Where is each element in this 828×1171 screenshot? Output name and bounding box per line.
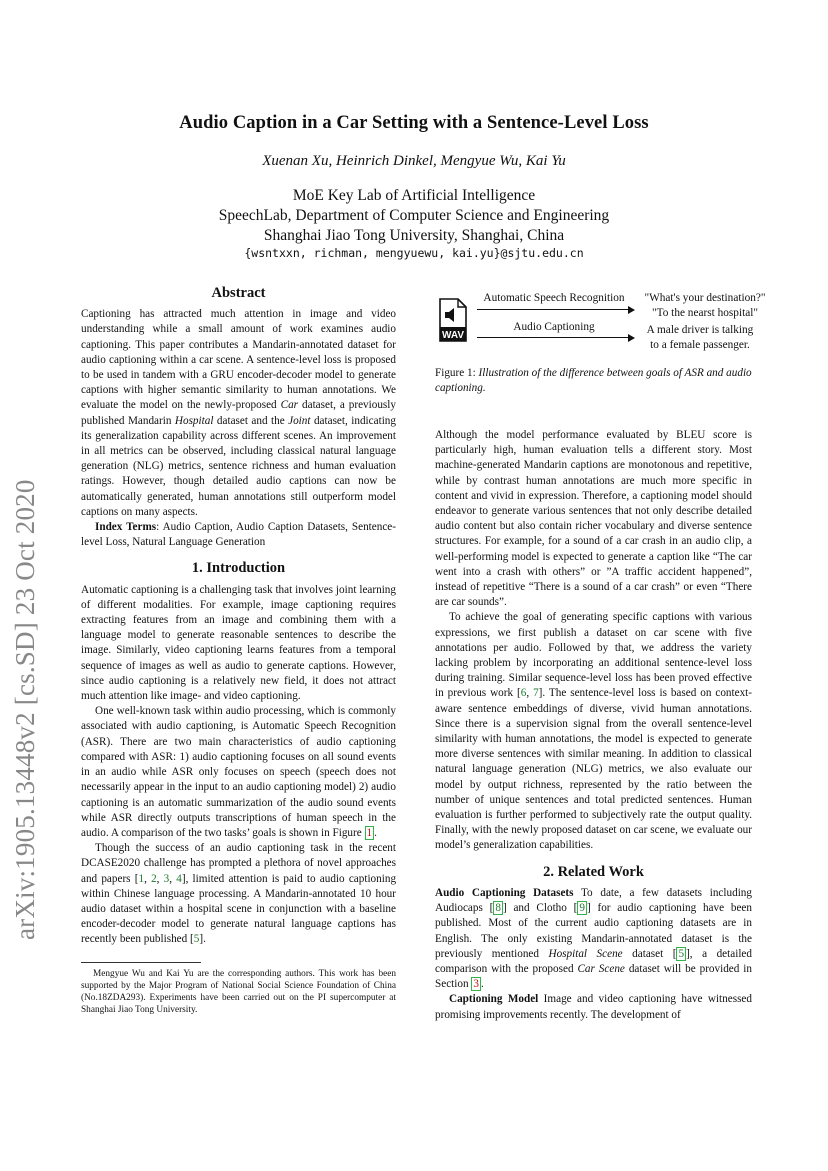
arxiv-identifier: arXiv:1905.13448v2 [cs.SD] 23 Oct 2020 bbox=[10, 479, 40, 940]
citation-link[interactable]: 5 bbox=[678, 947, 685, 960]
citation-link[interactable]: 2 bbox=[151, 872, 157, 885]
affiliation-line: MoE Key Lab of Artificial Intelligence bbox=[292, 187, 536, 204]
citation-link[interactable]: 7 bbox=[533, 687, 539, 700]
introduction-heading: 1. Introduction bbox=[191, 560, 286, 577]
affiliation bbox=[0, 186, 828, 246]
author-emails: {wsntxxn, richman, mengyuewu, kai.yu}@sjtu.edu.cn bbox=[244, 246, 584, 260]
asr-output: "What's your destination?" "To the nearst hospital" bbox=[644, 292, 766, 319]
section-reference-link[interactable]: 3 bbox=[473, 978, 479, 991]
left-column bbox=[81, 286, 396, 1016]
abstract-text: Captioning has attracted much attention in image and video understanding while a small amount of work examines audio captioning. This paper contributes a Mandarin-annotated dataset for audio captioning within a car scene. A sentence-level loss is proposed to be used in tandem with a GRU encoder-decoder model to generate captions with higher semantic similarity to human annotations. We evaluate the model on the newly-proposed Car dataset, a previously published Mandarin Hospital dataset and the Joint dataset, indicating its generalization capability across different scenes. An improvement in all metrics can be observed, including classical natural language generation (NLG) metrics, sentence richness and human evaluation ratings. However, though detailed audio captions can now be automatically generated, human annotations still outperform model captions on many aspects. bbox=[81, 308, 396, 518]
related-work-heading: 2. Related Work bbox=[543, 863, 644, 880]
citation-link[interactable]: 5 bbox=[193, 933, 200, 946]
wav-file-icon bbox=[439, 298, 467, 342]
related-paragraph: Captioning Model Image and video captioning have witnessed promising improvements recently. The development of bbox=[435, 993, 752, 1021]
asr-arrow bbox=[477, 309, 633, 310]
authors: Xuenan Xu, Heinrich Dinkel, Mengyue Wu, Kai Yu bbox=[262, 153, 566, 169]
right-column bbox=[435, 428, 752, 1023]
citation-link[interactable]: 1 bbox=[138, 872, 145, 885]
figure-reference-link[interactable]: 1 bbox=[366, 826, 373, 839]
caption-output: A male driver is talking to a female passenger. bbox=[646, 324, 754, 351]
affiliation-line: Shanghai Jiao Tong University, Shanghai, China bbox=[263, 227, 565, 244]
figure-1 bbox=[435, 288, 766, 358]
citation-link[interactable]: 3 bbox=[163, 872, 170, 885]
body-paragraph: To achieve the goal of generating specific captions with various expressions, we first publish a dataset on car scene with five annotations per audio. Followed by that, we address the variety lacking problem by incorporating an additional sentence-level loss during training. Similar sequence-level loss has been proved effective in previous work [6, 7]. The sentence-level loss is based on context-aware sentence embeddings of diverse, vivid human annotations. Since there is a supervision signal from the overall sentence-level similarity with human annotations, the model is expected to generate more diverse sentences with similar meaning. In addition to classical natural language generation (NLG) metrics, we also evaluate our model by output richness, represented by the ratio between the number of unique sentences and total predicted sentences. Human evaluation is further performed to subjectively rate the output quality. Finally, with the newly proposed dataset on car scene, we evaluate our model’s generalization capabilities. bbox=[435, 611, 753, 852]
citation-link[interactable]: 6 bbox=[520, 687, 527, 700]
intro-paragraph: Automatic captioning is a challenging task that involves joint learning of different modalities. For example, image captioning requires extracting features from an image and combining them with a language model to generate reasonable sentences to describe the image. Similarly, video captioning learns features from a temporal sequence of images as well as audio to generate captions. However, since audio captioning is a relatively new field, it does not attract much attention like image- and video captioning. bbox=[81, 583, 396, 703]
index-terms: Index Terms: Audio Caption, Audio Caption Datasets, Sentence-level Loss, Natural Language Generation bbox=[81, 521, 396, 549]
citation-link[interactable]: 8 bbox=[495, 902, 501, 915]
abstract-heading: Abstract bbox=[211, 285, 266, 301]
affiliation-line: SpeechLab, Department of Computer Science and Engineering bbox=[218, 207, 610, 224]
audio-captioning-arrow bbox=[477, 337, 633, 338]
related-paragraph: Audio Captioning Datasets To date, a few datasets including Audiocaps [ 8 ] and Clotho [ 9 ] for audio captioning have been published. Most of the current audio captioning datasets are in English. The only existing Mandarin-annotated dataset is the previously mentioned Hospital Scene dataset [ 5 ], a detailed comparison with the proposed Car Scene dataset will be provided in Section 3 . bbox=[435, 886, 752, 991]
asr-label: Automatic Speech Recognition bbox=[483, 292, 625, 304]
citation-link[interactable]: 4 bbox=[176, 872, 182, 885]
body-paragraph: Although the model performance evaluated by BLEU score is particularly high, human evaluation tells a different story. Most machine-generated Mandarin captions are monotonous and repetitive, while by contrast human annotations are much more specific in content and vivid in expression. Therefore, a captioning model should endeavor to generate various sentences that not only describe detailed audio content but also contain richer vocabulary and diverse sentence structures. For example, for a sound of a car crash in an audio clip, a well-performing model is expected to generate a caption like “The car went into a crash with others” or ”A traffic accident happened”, instead of repetitive “There is a sound of a car crash” or even “There are car sounds”. bbox=[435, 429, 752, 609]
footnote: Mengyue Wu and Kai Yu are the corresponding authors. This work has been supported by the Major Program of National Social Science Foundation of China (No.18ZDA293). Experiments have been carried out on the PI supercomputer at Shanghai Jiao Tong University. bbox=[81, 968, 396, 1015]
audio-captioning-label: Audio Captioning bbox=[513, 321, 595, 333]
intro-paragraph: One well-known task within audio processing, which is commonly associated with audio captioning, is Automatic Speech Recognition (ASR). There are two main characteristics of audio captioning compared with ASR: 1) audio captioning focuses on all sound events in an audio while ASR only focuses on speech (speech does not necessarily appear in the input to an audio captioning model) 2) audio captioning is an automatic summarization of the audio sound events while ASR directly outputs transcriptions of human speech in the audio. A comparison of the two tasks’ goals is shown in Figure 1 . bbox=[81, 705, 396, 839]
wav-label: WAV bbox=[441, 330, 465, 341]
figure-caption: Figure 1: Illustration of the difference between goals of ASR and audio captioning. bbox=[435, 367, 752, 395]
intro-paragraph: Though the success of an audio captioning task in the recent DCASE2020 challenge has prompted a plethora of novel approaches and papers [1, 2, 3, 4], limited attention is paid to audio captioning within Chinese language processing. A Mandarin-annotated 10 hour audio dataset within a hospital scene in conjunction with a baseline encoder-decoder model to generate natural language captions has recently been published [5]. bbox=[81, 842, 397, 946]
paper-title: Audio Caption in a Car Setting with a Sentence-Level Loss bbox=[179, 113, 649, 133]
footnote-divider bbox=[81, 962, 201, 963]
citation-link[interactable]: 9 bbox=[579, 902, 585, 915]
